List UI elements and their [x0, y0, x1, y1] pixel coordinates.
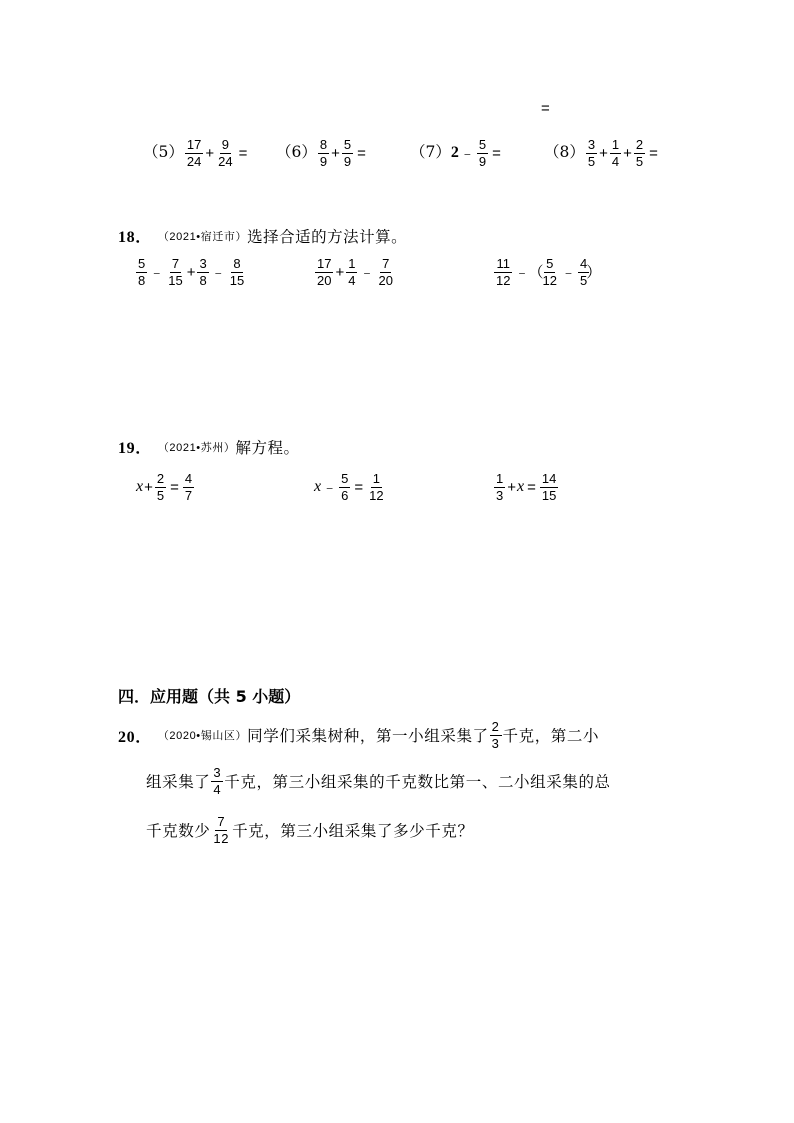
fraction: $\frac{5}{9}$	[478, 137, 487, 169]
variable-x: x	[136, 478, 144, 496]
item-label: （6）	[276, 143, 317, 162]
operator: ﹣	[359, 263, 375, 281]
operator: +	[205, 144, 215, 162]
operator: +	[335, 263, 345, 281]
operator: ﹣	[210, 263, 226, 281]
fraction: $\frac{5}{9}$	[343, 137, 352, 169]
question-source: （2020•锡山区）	[157, 730, 248, 743]
variable-x: x	[314, 478, 322, 496]
fraction: $\frac{8}{9}$	[319, 137, 328, 169]
equation-19-2: x ﹣ $\frac{5}{6}$ = $\frac{1}{12}$	[314, 471, 384, 503]
question-source: （2021•苏州）	[157, 441, 236, 454]
operator: ﹣	[514, 263, 530, 281]
equation-19-1: x + $\frac{2}{5}$ = $\frac{4}{7}$	[136, 471, 193, 503]
question-number: 19．	[118, 440, 152, 457]
question-18-heading	[118, 224, 407, 247]
fraction: $\frac{1}{4}$	[611, 137, 620, 169]
expression-18-2: $\frac{17}{20}$ + $\frac{1}{4}$ ﹣ $\frac{7}{20}$	[317, 256, 393, 288]
operator: ﹣	[149, 263, 165, 281]
item-label: （8）	[544, 143, 585, 162]
question-20-line-3	[146, 815, 474, 845]
problem-17-5	[143, 138, 250, 168]
fraction: $\frac{2}{3}$	[491, 719, 500, 751]
fraction: $\frac{3}{4}$	[213, 765, 222, 797]
fraction: $\frac{2}{5}$	[635, 137, 644, 169]
section-title: 四．应用题（共 5 小题）	[118, 687, 301, 706]
equals-sign: =	[357, 144, 366, 162]
equals-sign: =	[238, 144, 248, 162]
question-20-line-1	[118, 720, 599, 750]
whole-number: 2	[450, 144, 459, 162]
problem-17-6	[276, 138, 369, 168]
expression-18-3: $\frac{11}{12}$ ﹣ （ $\frac{5}{12}$ ﹣ $\frac{4}{5}$ ）	[496, 256, 602, 288]
text-segment: 千克，第三小组采集的千克数比第一、二小组采集的总	[224, 773, 611, 792]
operator: ﹣	[459, 144, 475, 162]
item-label: （7）	[410, 143, 451, 162]
fraction: $\frac{3}{5}$	[587, 137, 596, 169]
top-equals-sign: =	[541, 100, 550, 117]
operator: +	[144, 478, 153, 496]
expression-18-1: $\frac{5}{8}$ ﹣ $\frac{7}{15}$ + $\frac{3}{8}$ ﹣ $\frac{8}{15}$	[138, 256, 245, 288]
equals-sign: =	[170, 478, 179, 496]
question-19-heading	[118, 435, 300, 458]
right-paren: ）	[586, 263, 602, 281]
question-number: 20．	[118, 728, 152, 746]
text-segment: 同学们采集树种，第一小组采集了	[247, 727, 489, 746]
text-segment: 千克数少	[146, 822, 211, 841]
equals-sign: =	[492, 144, 501, 162]
text-segment: 千克，第二小	[502, 727, 600, 746]
question-source: （2021•宿迁市）	[157, 230, 248, 243]
fraction: $\frac{7}{12}$	[213, 814, 230, 846]
operator: ﹣	[322, 478, 338, 496]
equals-sign: =	[354, 478, 364, 496]
fraction: $\frac{9}{24}$	[218, 137, 233, 169]
problem-17-7	[410, 138, 504, 168]
question-20-line-2	[146, 766, 611, 796]
operator: +	[186, 263, 196, 281]
text-segment: 千克，第三小组采集了多少千克？	[232, 822, 474, 841]
variable-x: x	[517, 478, 525, 496]
text-segment: 组采集了	[146, 773, 211, 792]
equals-sign: =	[649, 144, 658, 162]
equals-sign: =	[527, 478, 536, 496]
operator: +	[599, 144, 608, 162]
operator: +	[507, 478, 516, 496]
question-text: 选择合适的方法计算。	[247, 227, 408, 246]
operator: +	[331, 144, 340, 162]
question-number: 18．	[118, 229, 152, 246]
operator: ﹣	[560, 263, 576, 281]
operator: +	[623, 144, 632, 162]
problem-17-8	[544, 138, 661, 168]
left-paren: （	[528, 263, 544, 281]
item-label: （5）	[143, 143, 184, 162]
equation-19-3: $\frac{1}{3}$ + x = $\frac{14}{15}$	[496, 471, 557, 503]
fraction: $\frac{17}{24}$	[186, 137, 202, 169]
question-text: 解方程。	[235, 438, 300, 457]
